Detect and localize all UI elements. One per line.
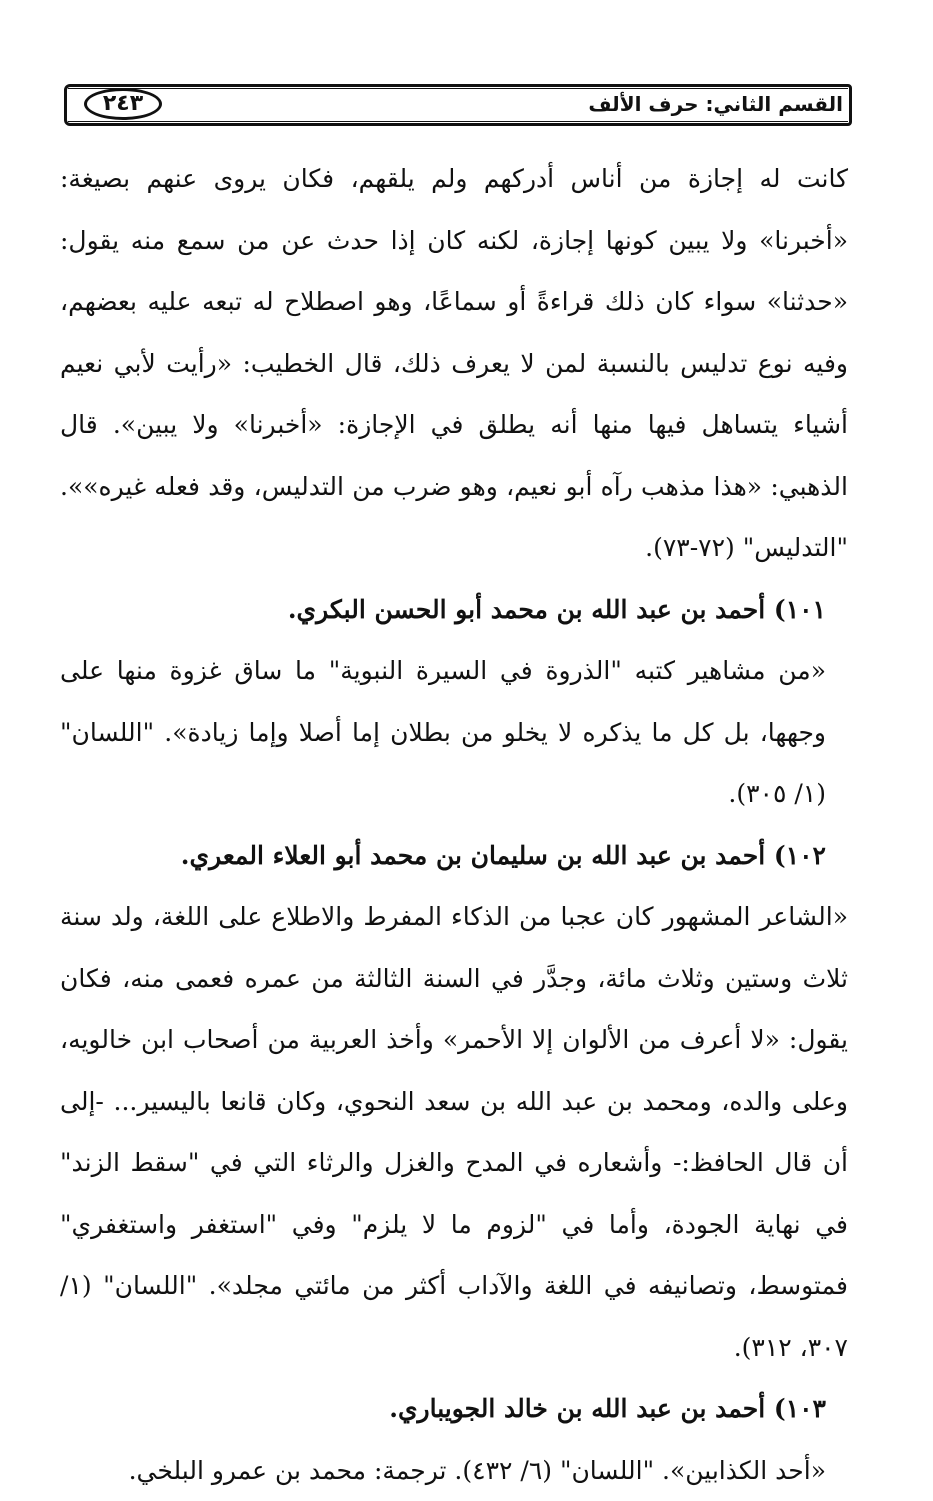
entry-heading-103: ١٠٣) أحمد بن عبد الله بن خالد الجويباري. [60, 1378, 848, 1440]
entry-heading-102: ١٠٢) أحمد بن عبد الله بن سليمان بن محمد أبو العلاء المعري. [60, 825, 848, 887]
running-header-title: القسم الثاني: حرف الألف [588, 90, 843, 118]
page-body [60, 148, 848, 1501]
page-number: ٢٤٣ [84, 88, 162, 120]
entry-heading-101: ١٠١) أحمد بن عبد الله بن محمد أبو الحسن البكري. [60, 579, 848, 641]
entry-text-102: «الشاعر المشهور كان عجبا من الذكاء المفرط والاطلاع على اللغة، ولد سنة ثلاث وستين وثلاث مائة، وجدَّر في السنة الثالثة من عمره فعمى منه، فكان يقول: «لا أعرف من الألوان إلا الأحمر» وأخذ العربية من أصحاب ابن خالويه، وعلى والده، ومحمد بن عبد الله بن سعد النحوي، وكان قانعا باليسير... -إلى أن قال الحافظ:- وأشعاره في المدح والغزل والرثاء التي في "سقط الزند" في نهاية الجودة، وأما في "لزوم ما لا يلزم" وفي "استغفر واستغفري" فمتوسط، وتصانيفه في اللغة والآداب أكثر من مائتي مجلد». "اللسان" (١/ ٣٠٧، ٣١٢). [60, 886, 848, 1378]
entry-text-103: «أحد الكذابين». "اللسان" (٦/ ٤٣٢). ترجمة: محمد بن عمرو البلخي. [60, 1440, 848, 1501]
paragraph-intro: كانت له إجازة من أناس أدركهم ولم يلقهم، فكان يروى عنهم بصيغة: «أخبرنا» ولا يبين كونها إجازة، لكنه كان إذا حدث عن من سمع منه يقول: «حدثنا» سواء كان ذلك قراءةً أو سماعًا، وهو اصطلاح له تبعه عليه بعضهم، وفيه نوع تدليس بالنسبة لمن لا يعرف ذلك، قال الخطيب: «رأيت لأبي نعيم أشياء يتساهل فيها منها أنه يطلق في الإجازة: «أخبرنا» ولا يبين». قال الذهبي: «هذا مذهب رآه أبو نعيم، وهو ضرب من التدليس، وقد فعله غيره»». "التدليس" (٧٢-٧٣). [60, 148, 848, 579]
entry-text-101: «من مشاهير كتبه "الذروة في السيرة النبوية" ما ساق غزوة منها على وجهها، بل كل ما يذكره لا يخلو من بطلان إما أصلا وإما زيادة». "اللسان" (١/ ٣٠٥). [60, 640, 848, 825]
